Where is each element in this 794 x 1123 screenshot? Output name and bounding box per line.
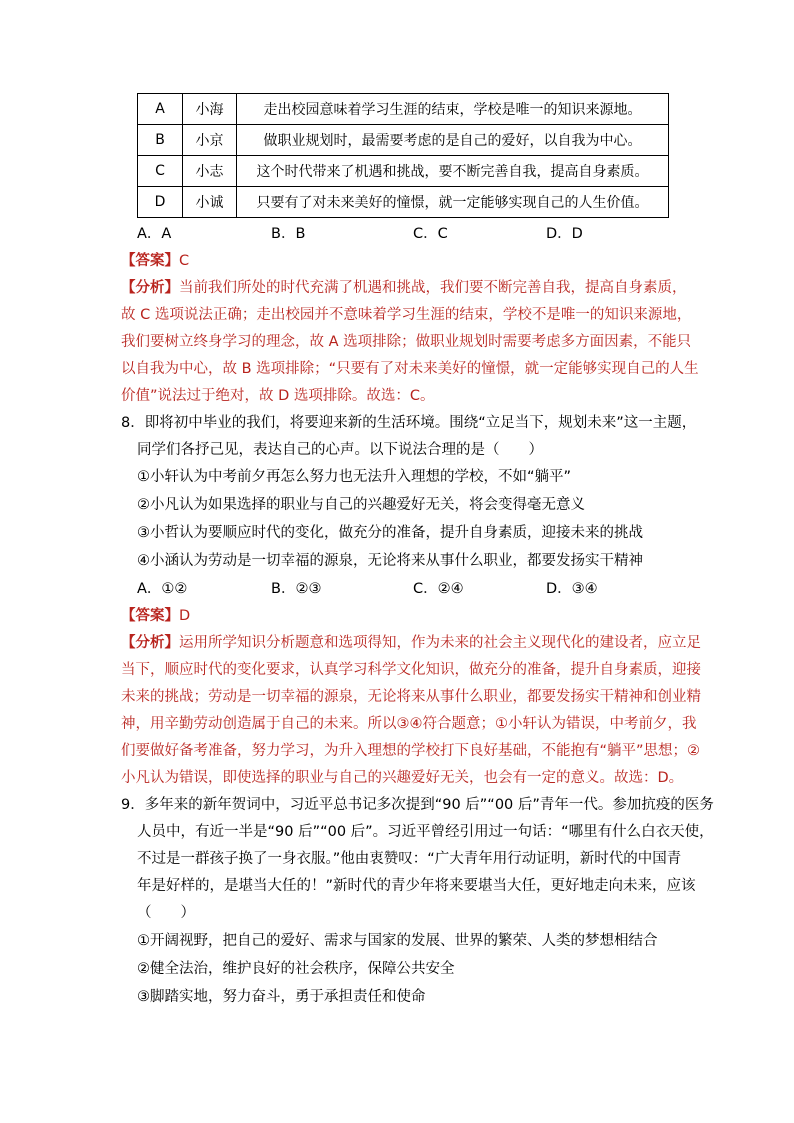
choice-b[interactable]: B．②③: [271, 581, 322, 597]
options-table: [137, 93, 669, 218]
q8-stem-line: 同学们各抒己见，表达自己的心声。以下说法合理的是（ ）: [137, 442, 543, 458]
choice-d[interactable]: D．③④: [546, 581, 598, 597]
option-letter: D: [138, 187, 183, 218]
q9-stem-line: （ ）: [137, 905, 195, 921]
student-name: 小海: [183, 94, 237, 125]
q8-analysis-line: 小凡认为错误，即使选择的职业与自己的兴趣爱好无关，也会有一定的意义。故选：D。: [121, 770, 684, 786]
q7-analysis-line: 我们要树立终身学习的理念，故 A 选项排除；做职业规划时需要考虑多方面因素，不能只: [121, 334, 692, 350]
choice-d[interactable]: D．D: [546, 226, 583, 242]
analysis-label: 【分析】: [121, 280, 179, 296]
student-statement: 走出校园意味着学习生涯的结束，学校是唯一的知识来源地。: [237, 94, 669, 125]
q8-stem-line: 8．即将初中毕业的我们，将要迎来新的生活环境。围绕“立足当下，规划未来”这一主题，: [121, 415, 697, 431]
choice-b[interactable]: B．B: [271, 226, 306, 242]
q7-choices: [0, 222, 794, 242]
q9-stem-line: 9．多年来的新年贺词中，习近平总书记多次提到“90 后”“00 后”青年一代。参加抗疫的医务: [121, 797, 714, 813]
answer-label: 【答案】: [121, 608, 179, 624]
q9-item: ②健全法治，维护良好的社会秩序，保障公共安全: [137, 961, 455, 977]
student-name: 小诚: [183, 187, 237, 218]
table-row: [138, 125, 669, 156]
q8-analysis-line: 当下，顺应时代的变化要求，认真学习科学文化知识，做充分的准备，提升自身素质，迎接: [121, 662, 701, 678]
student-statement: 这个时代带来了机遇和挑战，要不断完善自我，提高自身素质。: [237, 156, 669, 187]
q8-item: ②小凡认为如果选择的职业与自己的兴趣爱好无关，将会变得毫无意义: [137, 497, 585, 513]
q8-item: ①小轩认为中考前夕再怎么努力也无法升入理想的学校，不如“躺平”: [137, 469, 572, 485]
option-letter: B: [138, 125, 183, 156]
q7-analysis-line: [121, 276, 687, 297]
analysis-text: 运用所学知识分析题意和选项得知，作为未来的社会主义现代化的建设者，应立足: [179, 635, 701, 651]
q7-analysis-line: 以自我为中心，故 B 选项排除；“只要有了对未来美好的憧憬，就一定能够实现自己的人生: [121, 361, 699, 377]
q8-item: ④小涵认为劳动是一切幸福的源泉，无论将来从事什么职业，都要发扬实干精神: [137, 553, 643, 569]
q7-analysis-line: 故 C 选项说法正确；走出校园并不意味着学习生涯的结束，学校不是唯一的知识来源地，: [121, 307, 692, 323]
choice-a[interactable]: A．①②: [137, 581, 188, 597]
answer-value: D: [179, 608, 191, 624]
q8-answer: [121, 604, 190, 625]
analysis-label: 【分析】: [121, 635, 179, 651]
student-statement: 做职业规划时，最需要考虑的是自己的爱好，以自我为中心。: [237, 125, 669, 156]
q9-stem-line: 不过是一群孩子换了一身衣服。”他由衷赞叹：“广大青年用行动证明，新时代的中国青: [137, 851, 682, 867]
analysis-text: 当前我们所处的时代充满了机遇和挑战，我们要不断完善自我，提高自身素质，: [179, 280, 687, 296]
q9-stem-line: 年是好样的，是堪当大任的！”新时代的青少年将来要堪当大任，更好地走向未来，应该: [137, 878, 696, 894]
q8-choices: [0, 577, 794, 597]
table-row: [138, 94, 669, 125]
student-statement: 只要有了对未来美好的憧憬，就一定能够实现自己的人生价值。: [237, 187, 669, 218]
table-row: [138, 156, 669, 187]
q7-answer: [121, 249, 189, 270]
option-letter: C: [138, 156, 183, 187]
table-row: [138, 187, 669, 218]
choice-c[interactable]: C．②④: [413, 581, 464, 597]
student-name: 小志: [183, 156, 237, 187]
answer-label: 【答案】: [121, 253, 179, 269]
q7-analysis-line: 价值”说法过于绝对，故 D 选项排除。故选：C。: [121, 388, 435, 404]
choice-a[interactable]: A．A: [137, 226, 172, 242]
q9-stem-line: 人员中，有近一半是“90 后”“00 后”。习近平曾经引用过一句话：“哪里有什么白衣天使，: [137, 824, 714, 840]
choice-c[interactable]: C．C: [413, 226, 448, 242]
student-name: 小京: [183, 125, 237, 156]
answer-value: C: [179, 253, 190, 269]
q8-analysis-line: [121, 631, 701, 652]
option-letter: A: [138, 94, 183, 125]
q9-item: ①开阔视野，把自己的爱好、需求与国家的发展、世界的繁荣、人类的梦想相结合: [137, 933, 658, 949]
q8-analysis-line: 神，用辛勤劳动创造属于自己的未来。所以③④符合题意；①小轩认为错误，中考前夕，我: [121, 716, 697, 732]
q8-item: ③小哲认为要顺应时代的变化，做充分的准备，提升自身素质，迎接未来的挑战: [137, 525, 643, 541]
q8-analysis-line: 们要做好备考准备，努力学习，为升入理想的学校打下良好基础，不能抱有“躺平”思想；②: [121, 743, 701, 759]
q8-analysis-line: 未来的挑战；劳动是一切幸福的源泉，无论将来从事什么职业，都要发扬实干精神和创业精: [121, 689, 701, 705]
q9-item: ③脚踏实地，努力奋斗，勇于承担责任和使命: [137, 989, 426, 1005]
